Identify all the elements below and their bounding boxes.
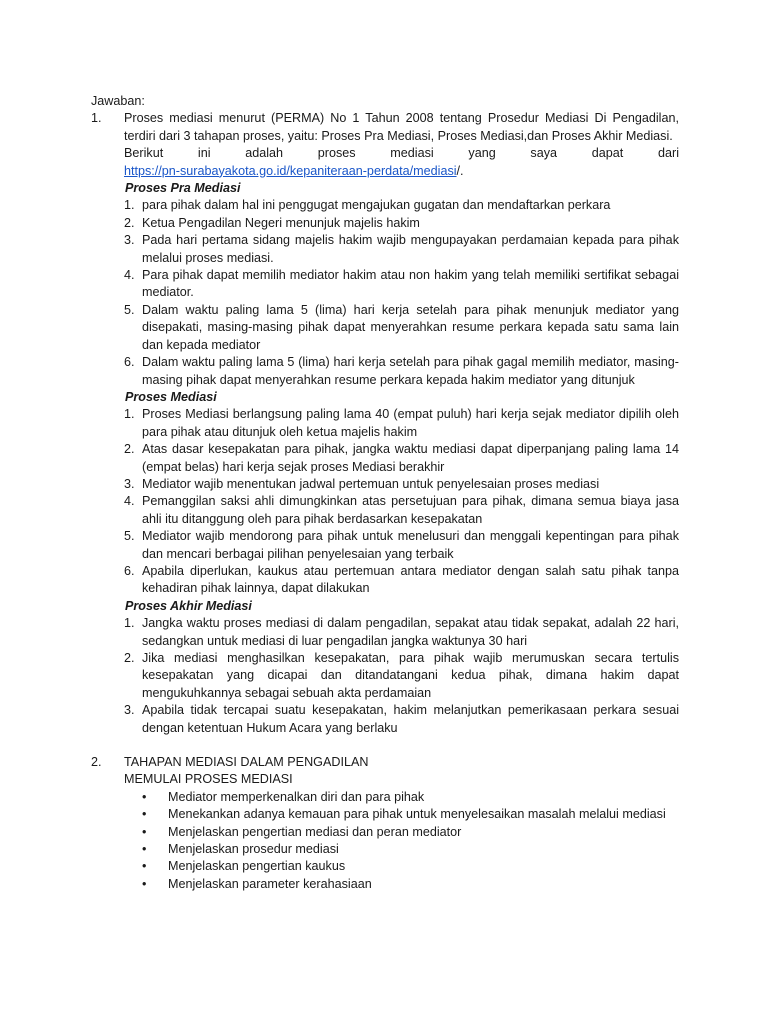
list-item xyxy=(124,406,679,441)
answer-number: 1. xyxy=(91,111,102,126)
list-item xyxy=(124,563,679,598)
item-number: 1. xyxy=(124,198,135,213)
item-number: 3. xyxy=(124,233,135,248)
item-number: 1. xyxy=(124,616,135,631)
answer-body xyxy=(124,110,679,737)
item-number: 5. xyxy=(124,529,135,544)
list-item xyxy=(124,493,679,528)
bullet-item xyxy=(142,841,679,858)
list-item xyxy=(124,215,679,232)
list-item xyxy=(124,302,679,354)
list-item xyxy=(124,702,679,737)
source-line: Berikut ini adalah proses mediasi yang saya dapat dari xyxy=(124,146,679,161)
list-item xyxy=(124,441,679,476)
item-number: 1. xyxy=(124,407,135,422)
bullet-text: Menjelaskan pengertian mediasi dan peran mediator xyxy=(168,824,462,839)
section-title-pra-mediasi: Proses Pra Mediasi xyxy=(125,181,241,196)
item-text: Jangka waktu proses mediasi di dalam pengadilan, sepakat atau tidak sepakat, adalah 22 hari, sedangkan untuk mediasi di luar pengadilan jangka waktunya 30 hari xyxy=(142,616,679,648)
item-text: Mediator wajib mendorong para pihak untuk menelusuri dan menggali kepentingan para pihak dan mencari berbagai pilihan penyelesaian yang terbaik xyxy=(142,529,679,561)
item-number: 5. xyxy=(124,302,135,317)
section-title-akhir-mediasi: Proses Akhir Mediasi xyxy=(125,598,252,613)
answer-label: Jawaban: xyxy=(91,94,145,108)
list-item xyxy=(124,354,679,389)
item-number: 6. xyxy=(124,563,135,578)
source-suffix: /. xyxy=(456,163,464,178)
intro-paragraph: Proses mediasi menurut (PERMA) No 1 Tahun 2008 tentang Prosedur Mediasi Di Pengadilan, terdiri dari 3 tahapan proses, yaitu: Proses Pra Mediasi, Proses Mediasi,dan Proses Akhir Mediasi. xyxy=(124,111,679,143)
section-title-mediasi: Proses Mediasi xyxy=(125,389,217,404)
item-text: Apabila tidak tercapai suatu kesepakatan, hakim melanjutkan pemerikasaan perkara sesuai dengan ketentuan Hukum Acara yang berlaku xyxy=(142,703,679,735)
bullet-icon: • xyxy=(142,807,147,822)
item-text: Para pihak dapat memilih mediator hakim atau non hakim yang telah memiliki sertifikat sebagai mediator. xyxy=(142,268,679,300)
answer-item-1 xyxy=(91,110,679,737)
item-number: 4. xyxy=(124,494,135,509)
bullet-item xyxy=(142,824,679,841)
mediasi-list xyxy=(124,406,679,597)
bullet-icon: • xyxy=(142,859,147,874)
bullet-icon: • xyxy=(142,824,147,839)
bullet-text: Menjelaskan parameter kerahasiaan xyxy=(168,876,372,891)
source-link[interactable]: https://pn-surabayakota.go.id/kepaniteraan-perdata/mediasi xyxy=(124,163,457,178)
akhir-mediasi-list xyxy=(124,615,679,737)
pra-mediasi-list xyxy=(124,197,679,388)
item-number: 2. xyxy=(124,442,135,457)
bullet-item xyxy=(142,876,679,893)
list-item xyxy=(124,267,679,302)
item-text: Ketua Pengadilan Negeri menunjuk majelis hakim xyxy=(142,215,420,230)
bullet-icon: • xyxy=(142,876,147,891)
document-body xyxy=(91,93,679,893)
item-text: Jika mediasi menghasilkan kesepakatan, para pihak wajib merumuskan secara tertulis kesepakatan yang dicapai dan ditandatangani kedua pihak, dimana hakim dapat mengukuhkannya sebagai sebuah akta perdamaian xyxy=(142,651,679,700)
bullet-item xyxy=(142,789,679,806)
item-text: Mediator wajib menentukan jadwal pertemuan untuk penyelesaian proses mediasi xyxy=(142,476,600,491)
item-text: Proses Mediasi berlangsung paling lama 40 (empat puluh) hari kerja sejak mediator dipilih oleh para pihak atau ditunjuk oleh ketua majelis hakim xyxy=(142,407,679,439)
item-number: 2. xyxy=(124,651,135,665)
item-text: para pihak dalam hal ini penggugat mengajukan gugatan dan mendaftarkan perkara xyxy=(142,198,611,213)
item-text: Pemanggilan saksi ahli dimungkinkan atas persetujuan para pihak, dimana semua biaya jasa ahli itu ditanggung oleh para pihak berdasarkan kesepakatan xyxy=(142,494,679,526)
item-number: 3. xyxy=(124,703,135,718)
section-heading: TAHAPAN MEDIASI DALAM PENGADILAN xyxy=(124,755,369,770)
item-number: 3. xyxy=(124,476,135,491)
answer-item-2 xyxy=(91,754,679,893)
list-item xyxy=(124,197,679,214)
list-item xyxy=(124,615,679,650)
answer-body xyxy=(124,754,679,893)
list-item xyxy=(124,528,679,563)
item-number: 2. xyxy=(124,215,135,230)
bullet-icon: • xyxy=(142,842,147,857)
bullet-icon: • xyxy=(142,789,147,804)
item-text: Apabila diperlukan, kaukus atau pertemuan antara mediator dengan salah satu pihak tanpa kehadiran pihak lainnya, dapat dilakukan xyxy=(142,563,679,596)
list-item xyxy=(124,232,679,267)
item-text: Atas dasar kesepakatan para pihak, jangka waktu mediasi dapat diperpanjang paling lama 14 (empat belas) hari kerja sejak proses Mediasi berakhir xyxy=(142,442,679,474)
bullet-item xyxy=(142,858,679,875)
list-item xyxy=(124,476,679,493)
source-link-line xyxy=(124,163,679,180)
item-number: 6. xyxy=(124,355,135,370)
item-text: Pada hari pertama sidang majelis hakim wajib mengupayakan perdamaian kepada para pihak melalui proses mediasi. xyxy=(142,233,679,265)
item-text: Dalam waktu paling lama 5 (lima) hari kerja setelah para pihak menunjuk mediator yang disepakati, masing-masing pihak dapat menyerahkan resume perkara kepada satu sama lain dan kepada mediator xyxy=(142,302,679,352)
item-text: Dalam waktu paling lama 5 (lima) hari kerja setelah para pihak gagal memilih mediator, masing-masing pihak dapat menyerahkan resume perkara kepada hakim mediator yang ditunjuk xyxy=(142,355,679,387)
answer-number: 2. xyxy=(91,755,102,770)
bullet-text: Menjelaskan prosedur mediasi xyxy=(168,842,339,857)
bullet-text: Menekankan adanya kemauan para pihak untuk menyelesaikan masalah melalui mediasi xyxy=(168,807,666,822)
bullet-text: Mediator memperkenalkan diri dan para pihak xyxy=(168,789,425,804)
bullet-item xyxy=(142,806,679,823)
bullet-text: Menjelaskan pengertian kaukus xyxy=(168,859,346,874)
section-subheading: MEMULAI PROSES MEDIASI xyxy=(124,772,293,787)
bullet-list xyxy=(142,789,679,893)
item-number: 4. xyxy=(124,268,135,283)
list-item xyxy=(124,650,679,702)
